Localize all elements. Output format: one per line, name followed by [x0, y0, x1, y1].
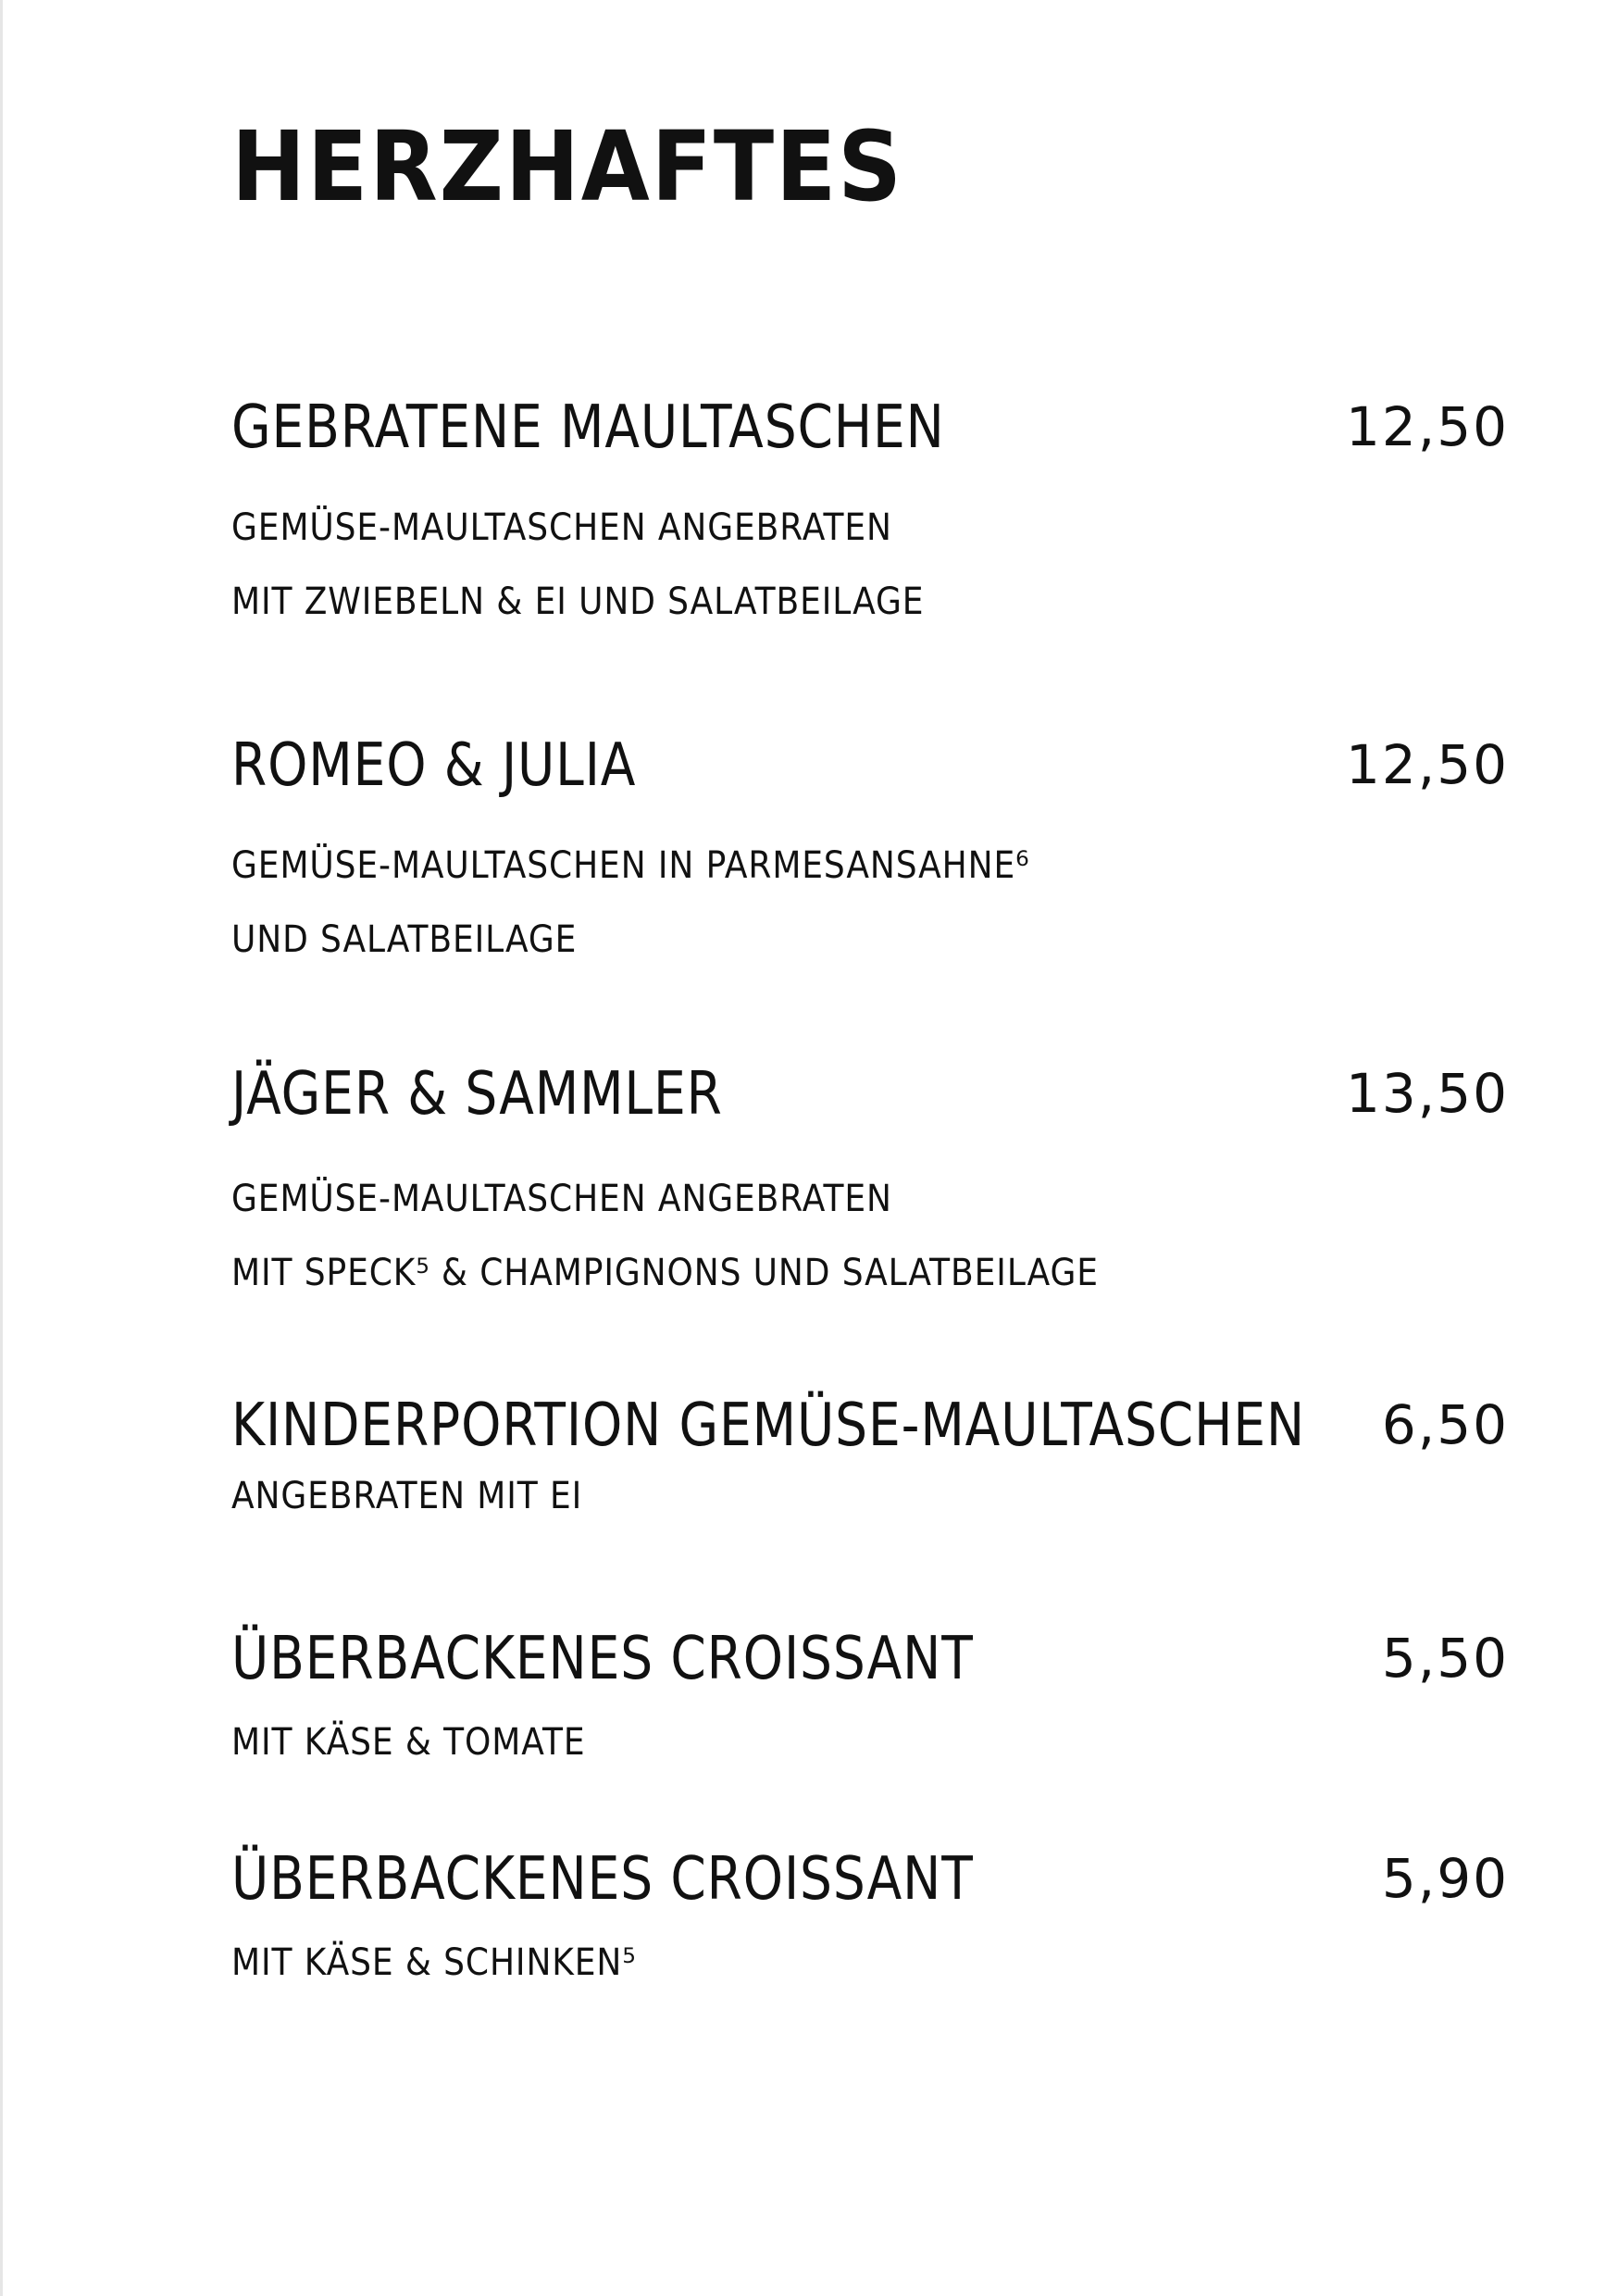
- item-name: JÄGER & SAMMLER: [231, 1060, 723, 1129]
- item-price: 5,50: [1381, 1627, 1509, 1690]
- item-description: ANGEBRATEN MIT EI: [231, 1475, 583, 1517]
- item-price: 12,50: [1345, 733, 1509, 796]
- item-name: KINDERPORTION GEMÜSE-MAULTASCHEN: [231, 1391, 1306, 1460]
- item-description: MIT KÄSE & TOMATE: [231, 1721, 586, 1764]
- item-price: 12,50: [1345, 395, 1509, 458]
- item-name: ÜBERBACKENES CROISSANT: [231, 1625, 974, 1693]
- item-description: GEMÜSE-MAULTASCHEN ANGEBRATEN MIT ZWIEBELN & EI UND SALATBEILAGE: [231, 506, 925, 623]
- item-description: MIT KÄSE & SCHINKEN⁵: [231, 1941, 637, 1984]
- page-edge: [0, 0, 3, 2296]
- item-name: ROMEO & JULIA: [231, 731, 637, 800]
- item-description: GEMÜSE-MAULTASCHEN IN PARMESANSAHNE⁶ UND SALATBEILAGE: [231, 844, 1030, 961]
- item-price: 5,90: [1381, 1847, 1509, 1910]
- item-price: 13,50: [1345, 1062, 1509, 1125]
- item-name: ÜBERBACKENES CROISSANT: [231, 1845, 974, 1914]
- menu-title: HERZHAFTES: [231, 110, 903, 223]
- item-description: GEMÜSE-MAULTASCHEN ANGEBRATEN MIT SPECK⁵ & CHAMPIGNONS UND SALATBEILAGE: [231, 1178, 1099, 1294]
- item-name: GEBRATENE MAULTASCHEN: [231, 393, 945, 462]
- item-price: 6,50: [1381, 1393, 1509, 1456]
